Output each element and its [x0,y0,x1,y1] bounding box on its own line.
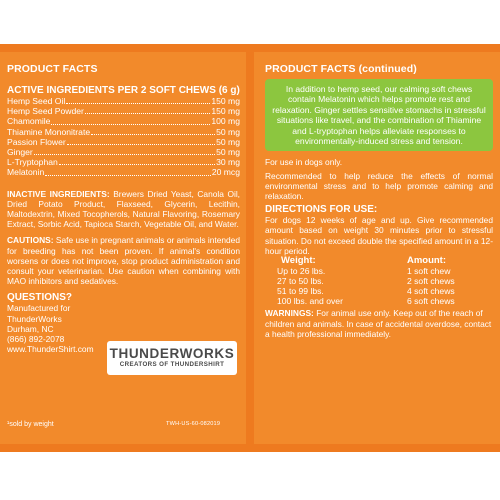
product-code: TWH-US-60-082019 [166,421,221,427]
cautions-label: CAUTIONS: [7,235,54,246]
ingredient-amount: 150 mg [211,106,240,117]
highlight-text: In addition to hemp seed, our calming soft chews contain Melatonin which helps promote rest and relaxation. Ginger settles sensitive stomachs in stressful situations like travel, and the combination of Thiamine and L-tryptophan helps alleviate responses to environmentally-induced stress and tension. [272,84,486,147]
ingredient-row [7,137,240,147]
dose-row [265,286,493,296]
ingredient-row [7,127,240,137]
warnings-label: WARNINGS: [265,308,314,319]
inactive-text: Brewers Dried Yeast, Canola Oil, Dried Potato Product, Flaxseed, Glycerin, Lecithin, Maltodextrin, Mixed Tocopherols, Natural Flavoring, Rosemary Extract, Sorbic Acid, Tapioca Starch, Vegetable Oil, and Water. [7,188,241,230]
inactive-label: INACTIVE INGREDIENTS: [7,188,110,199]
inactive-ingredients [7,189,240,230]
dose-amount: 4 soft chews [406,286,455,297]
manufacturer-line: ThunderWorks [7,313,62,324]
ingredient-name: Hemp Seed Oil [7,96,66,106]
bottom-margin [0,452,500,500]
dose-weight: 51 to 99 lbs. [277,286,324,297]
ingredient-row [7,147,240,157]
dose-row [265,296,493,306]
ingredient-name: Chamomile [7,116,51,127]
ingredient-list [7,96,240,178]
dose-row [265,266,493,276]
amount-header: Amount: [406,255,446,267]
product-facts-title: PRODUCT FACTS [7,63,98,75]
questions-label: QUESTIONS? [7,292,73,304]
ingredient-name: Passion Flower [7,136,66,147]
dose-row [265,276,493,286]
dose-weight: 100 lbs. and over [277,296,343,307]
active-ingredients-heading: ACTIVE INGREDIENTS PER 2 SOFT CHEWS (6 g) [7,85,240,96]
warnings [265,308,493,339]
left-column [7,63,240,354]
top-margin [0,0,500,44]
dose-weight: 27 to 50 lbs. [277,276,324,287]
dot-leader [66,96,210,104]
manufacturer-line: www.ThunderShirt.com [7,344,94,355]
ingredient-row [7,116,240,126]
ingredient-name: Thiamine Mononitrate [7,126,91,137]
manufacturer-line: Manufactured for [7,303,71,314]
right-column [265,63,493,339]
weight-header: Weight: [281,255,316,267]
ingredient-amount: 50 mg [216,126,240,137]
cautions-text: Safe use in pregnant animals or animals intended for breeding has not been proven. If animal's condition worsens or does not improve, stop product administration and consult your veterinarian. Use caution when combining with MAO inhibitors and sedatives. [7,235,240,287]
dose-amount: 6 soft chews [406,296,455,307]
dose-table [265,256,493,306]
footnote: ¹sold by weight [7,421,54,428]
dogs-only-note: For use in dogs only. [265,157,343,168]
ingredient-row [7,106,240,116]
ingredient-amount: 30 mg [216,157,240,168]
dot-leader [85,106,210,114]
directions-text: For dogs 12 weeks of age and up. Give recommended amount based on weight 30 minutes prior to stressful situation. Do not exceed double the specified amount in a 12-hour period. [265,215,493,256]
dose-weight: Up to 26 lbs. [277,266,326,277]
thunderworks-logo [107,341,237,375]
logo-wordmark: THUNDERWORKS [109,346,235,361]
dot-leader [34,147,215,155]
recommended-text: Recommended to help reduce the effects of normal environmental stress and to help promote calming and relaxation. [265,170,493,202]
ingredient-name: L-Tryptophan [7,157,58,168]
product-facts-continued-title: PRODUCT FACTS (continued) [265,63,417,75]
dot-leader [67,137,215,145]
ingredient-amount: 150 mg [211,96,240,106]
ingredient-name: Ginger [7,147,33,158]
dot-leader [91,127,215,135]
dot-leader [51,116,210,124]
dose-amount: 1 soft chew [406,266,451,277]
ingredient-amount: 50 mg [216,136,240,147]
ingredient-amount: 50 mg [216,147,240,158]
dose-amount: 2 soft chews [406,276,455,287]
highlight-box [265,79,493,151]
warnings-text: For animal use only. Keep out of the reach of children and animals. In case of accidental overdose, contact a health professional immediately. [265,308,492,339]
ingredient-name: Melatonin [7,167,45,178]
ingredient-amount: 20 mcg [211,167,240,178]
ingredient-row [7,157,240,167]
ingredient-row [7,167,240,177]
cautions [7,235,240,286]
manufacturer-line: (866) 892-2078 [7,334,65,345]
directions-label: DIRECTIONS FOR USE: [265,204,378,216]
ingredient-row [7,96,240,106]
dot-leader [59,157,215,165]
dot-leader [45,167,211,175]
manufacturer-line: Durham, NC [7,323,54,334]
panel-divider [246,44,254,452]
ingredient-amount: 100 mg [211,116,240,127]
ingredient-name: Hemp Seed Powder [7,106,84,117]
logo-tagline: CREATORS OF THUNDERSHIRT [119,361,225,368]
